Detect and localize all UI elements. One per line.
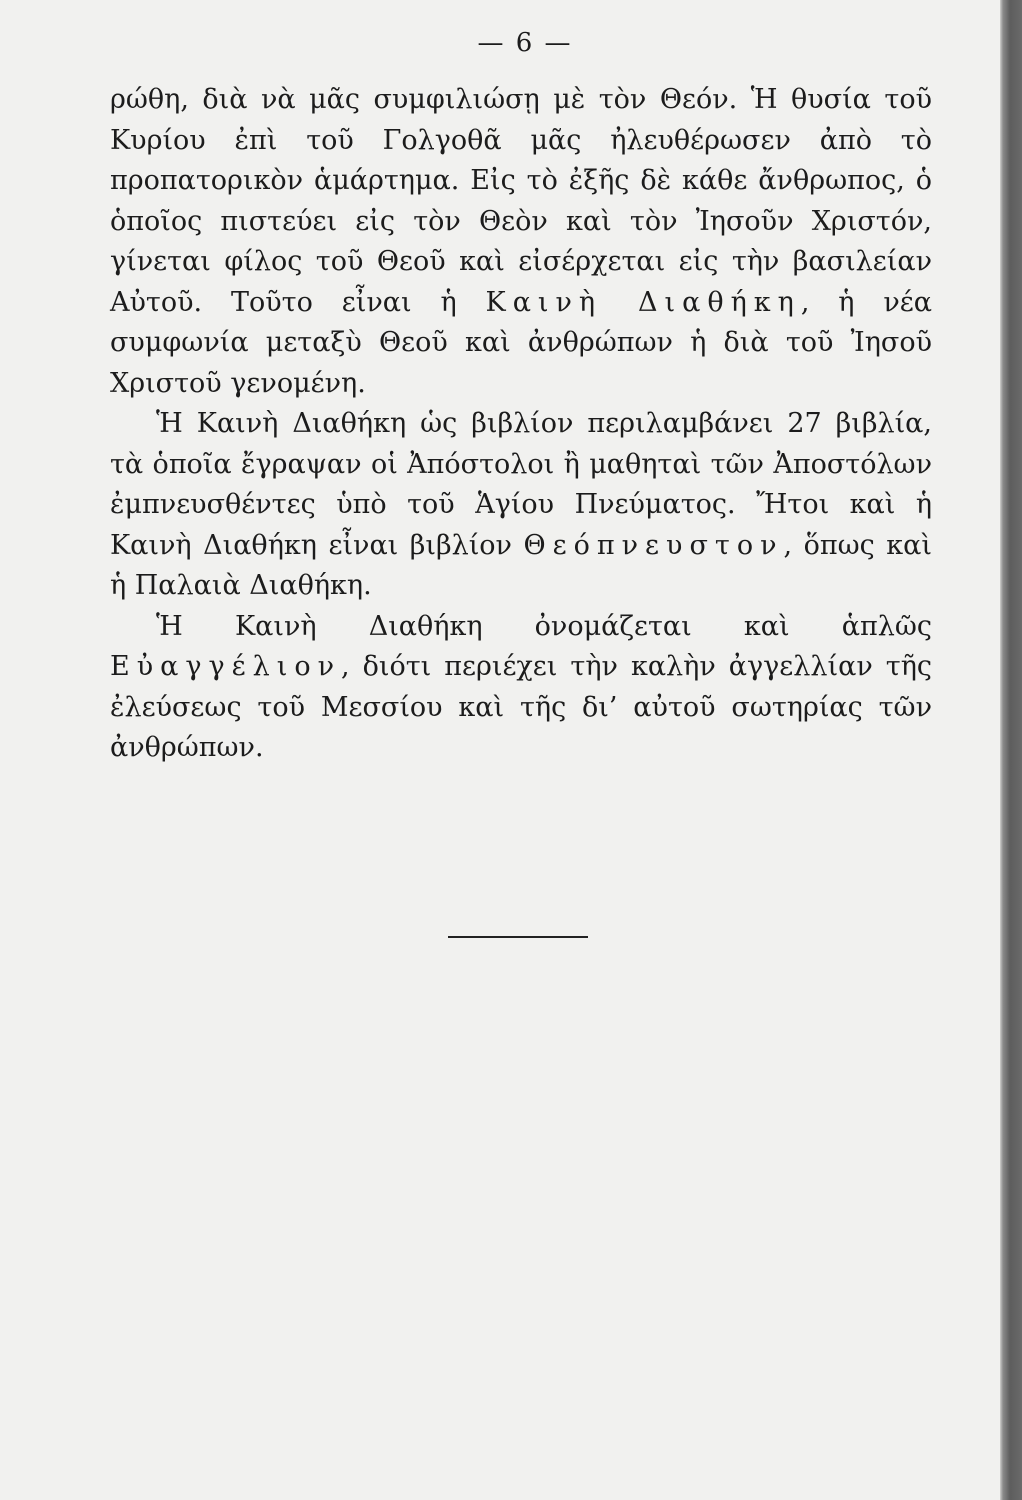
spaced-term-theopneuston: Θεόπνευστον xyxy=(523,529,784,561)
spaced-term-euangelion: Εὐαγγέλιον xyxy=(110,651,341,682)
text-run: Ἡ Καινὴ Διαθήκη ὀνομάζεται καὶ ἁπλῶς xyxy=(156,610,932,642)
paragraph-2 xyxy=(110,404,932,607)
paragraph-1 xyxy=(110,80,932,404)
book-spine-edge xyxy=(1000,0,1022,1500)
spaced-term-kaine-diatheke: Καινὴ Διαθήκη xyxy=(485,286,801,318)
section-end-rule xyxy=(448,936,588,938)
body-text xyxy=(110,80,932,769)
text-run: , ἡ νέα συμφωνία μεταξὺ Θεοῦ καὶ ἀνθρώπων ἡ διὰ τοῦ Ἰησοῦ Χριστοῦ γενομένη. xyxy=(110,286,932,399)
page-number: — 6 — xyxy=(477,28,573,58)
text-run: , ὅπως καὶ ἡ Παλαιὰ Διαθήκη. xyxy=(110,529,932,601)
paragraph-3 xyxy=(110,607,932,769)
text-run: Ἡ Καινὴ Διαθήκη ὡς βιβλίον περιλαμβάνει 27 βιβλία, τὰ ὁποῖα ἔγραψαν οἱ Ἀπόστολοι ἢ μαθηταὶ τῶν Ἀποστόλων ἐμπνευσθέντες ὑπὸ τοῦ Ἁγίου Πνεύματος. Ἤτοι καὶ ἡ Καινὴ Διαθήκη εἶναι βιβλίον xyxy=(110,408,932,561)
text-run: ρώθη, διὰ νὰ μᾶς συμφιλιώσῃ μὲ τὸν Θεόν. Ἡ θυσία τοῦ Κυρίου ἐπὶ τοῦ Γολγοθᾶ μᾶς ἠλευθέρωσεν ἀπὸ τὸ προπατορικὸν ἁμάρτημα. Εἰς τὸ ἐξῆς δὲ κάθε ἄνθρωπος, ὁ ὁποῖος πιστεύει εἰς τὸν Θεὸν καὶ τὸν Ἰησοῦν Χριστόν, γίνεται φίλος τοῦ Θεοῦ καὶ εἰσέρχεται εἰς τὴν βασιλείαν Αὐτοῦ. Τοῦτο εἶναι ἡ xyxy=(110,84,932,318)
text-run: , διότι περιέχει τὴν καλὴν ἀγγελλίαν τῆς ἐλεύσεως τοῦ Μεσσίου καὶ τῆς δι’ αὐτοῦ σωτηρίας τῶν ἀνθρώπων. xyxy=(110,651,932,763)
